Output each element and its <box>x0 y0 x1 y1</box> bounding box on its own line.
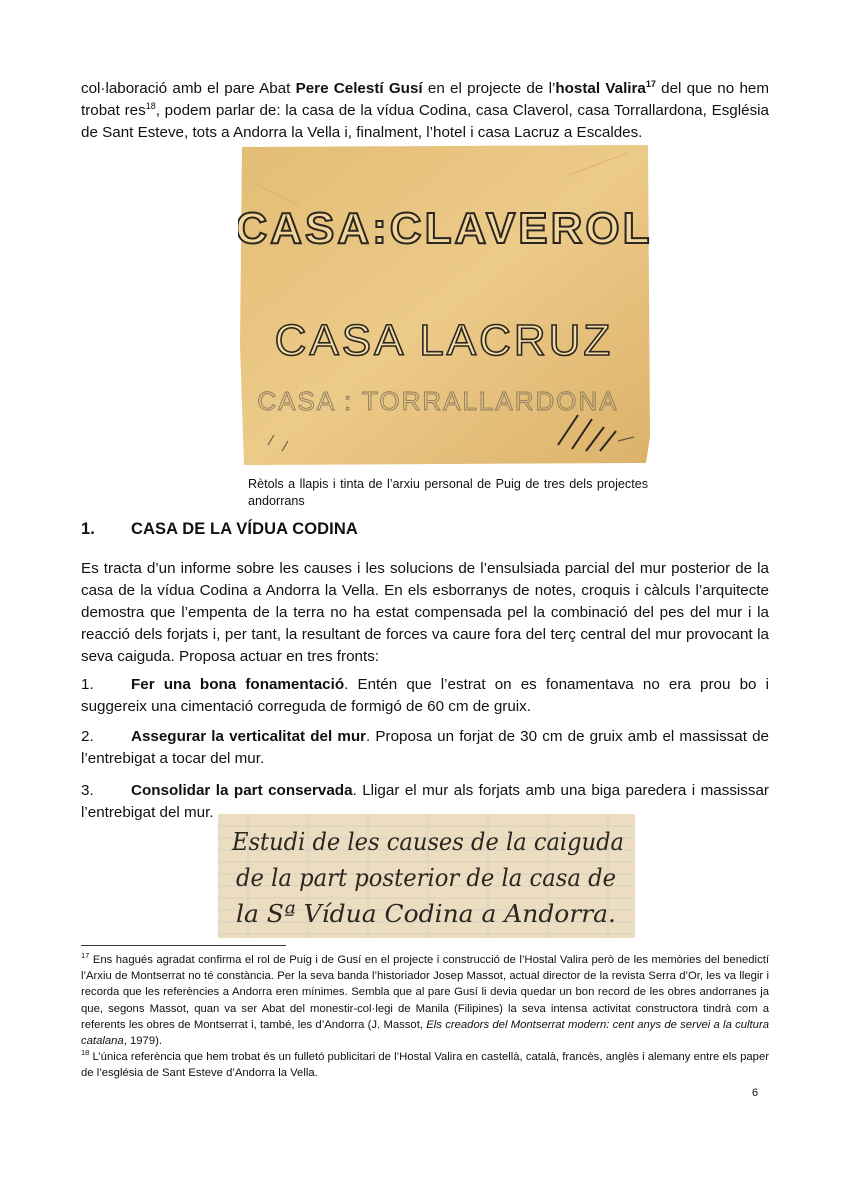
page-number: 6 <box>752 1087 759 1099</box>
section-title: CASA DE LA VÍDUA CODINA <box>131 520 358 538</box>
intro-text: , podem parlar de: la casa de la vídua Codina, casa Claverol, casa Torrallardona, Església de Sant Esteve, tots a Andorra la Vella i, finalment, l’hotel i casa Lacruz a Escaldes. <box>81 102 769 141</box>
handwritten-note-svg <box>218 814 635 938</box>
sign-torrallardona: CASA : TORRALLARDONA <box>257 386 619 416</box>
footnote-17-number: 17 <box>81 951 90 961</box>
item-title: Assegurar la verticalitat del mur <box>131 728 367 745</box>
sign-claverol: CASA:CLAVEROL <box>238 204 652 253</box>
footnote-17-book-title: Els creadors del Montserrat modern: cent anys de servei a la cultura catalana <box>81 1018 769 1048</box>
footnote-ref-18[interactable]: 18 <box>145 100 156 111</box>
intro-text: col·laboració amb el pare Abat <box>81 80 296 97</box>
intro-paragraph <box>81 78 769 144</box>
note-line-3: la Sª Vídua Codina a Andorra. <box>236 900 616 928</box>
item-number: 1. <box>81 676 94 693</box>
footnote-17-text: Ens hagués agradat confirma el rol de Puig i de Gusí en el projecte i construcció de l’Hostal Valira però de les memòries del benedictí l’Arxiu de Montserrat no té constància. Per la seva banda l’historiador Josep Massot, actual director de la revista Serra d’Or, les va llegir i recorda que les referències a Andorra eren mínimes. Sembla que al pare Gusí li devia quedar un bon record de les obres andorranes ja que, segons Massot, quan va ser Abat del monestir-col·legi de Manila (Filipines) la seva intensa activitat constructora tindrà com a referents les obres de Montserrat i, també, les d’Andorra (J. Massot, <box>81 954 769 1031</box>
name-bold: Pere Celestí Gusí <box>295 80 423 97</box>
footnote-18 <box>81 1049 769 1081</box>
section-paragraph-block <box>81 558 769 668</box>
footnote-17-text-end: , 1979). <box>123 1035 163 1048</box>
footnote-18-number: 18 <box>81 1048 90 1058</box>
signage-sketch-svg <box>238 145 652 465</box>
intro-block <box>81 78 769 144</box>
paper-background <box>240 145 650 465</box>
hostal-bold: hostal Valira <box>555 80 646 97</box>
sign-lacruz: CASA LACRUZ <box>274 316 614 365</box>
list-item <box>81 674 769 718</box>
footnote-17 <box>81 952 769 1049</box>
item-text: . Entén que l’estrat on es fonamentava no era prou bo i suggereix una cimentació correguda de formigó de 60 cm de gruix. <box>81 676 769 715</box>
item-text: . Proposa un forjat de 30 cm de gruix amb el massissat de l’entrebigat a tocar del mur. <box>81 728 769 767</box>
footnote-ref-17[interactable]: 17 <box>645 78 656 89</box>
item-text: . Lligar el mur als forjats amb una biga paredera i massissar l’entrebigat del mur. <box>81 782 769 821</box>
footnotes <box>81 952 769 1082</box>
section-number: 1. <box>81 520 95 538</box>
intro-text: en el projecte de l’ <box>422 80 556 97</box>
handwritten-note-image <box>218 814 635 938</box>
footnote-18-text: L’única referència que hem trobat és un fulletó publicitari de l’Hostal Valira en castellà, català, francès, anglès i alemany entre els paper de l’església de Sant Esteve d’Andorra la Vella. <box>81 1051 769 1080</box>
section-heading <box>81 520 358 539</box>
item-title: Consolidar la part conservada <box>131 782 353 799</box>
footnote-separator <box>81 945 286 946</box>
intro-text: del que no hem trobat res <box>81 80 769 119</box>
item-number: 3. <box>81 782 94 799</box>
item-number: 2. <box>81 728 94 745</box>
section-paragraph: Es tracta d’un informe sobre les causes i les solucions de l’ensulsiada parcial del mur posterior de la casa de la vídua Codina a Andorra la Vella. En els esborranys de notes, croquis i càlculs l’arquitecte demostra que l’empenta de la terra no ha estat compensada pel la combinació del pes del mur i la reacció dels forjats i, per tant, la resultant de forces va caure fora del terç central del mur provocant la seva caiguda. Proposa actuar en tres fronts: <box>81 560 769 665</box>
signage-sketch-image <box>238 145 652 465</box>
list-item <box>81 726 769 770</box>
figure-caption: Rètols a llapis i tinta de l’arxiu personal de Puig de tres dels projectes andorrans <box>248 477 648 508</box>
item-title: Fer una bona fonamentació <box>131 676 345 693</box>
note-line-2: de la part posterior de la casa de <box>236 864 616 892</box>
note-line-1: Estudi de les causes de la caiguda <box>231 828 624 856</box>
